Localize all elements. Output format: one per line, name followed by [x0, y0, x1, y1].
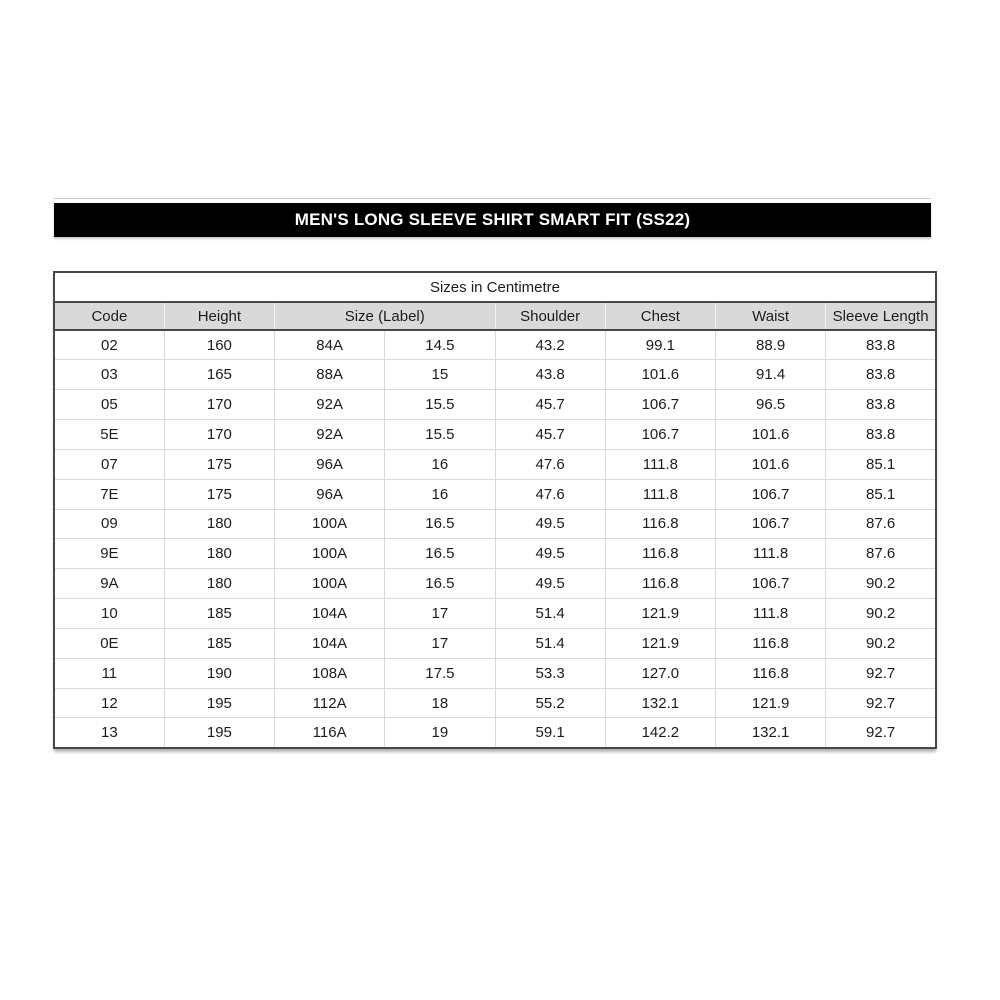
table-cell: 17: [385, 599, 495, 629]
table-cell: 195: [164, 688, 274, 718]
table-row: [54, 509, 936, 539]
table-cell: 170: [164, 390, 274, 420]
table-cell: 180: [164, 509, 274, 539]
table-cell: 104A: [275, 599, 385, 629]
table-row: [54, 360, 936, 390]
table-cell: 88.9: [716, 330, 826, 360]
table-cell: 106.7: [605, 420, 715, 450]
table-cell: 111.8: [716, 599, 826, 629]
table-cell: 17.5: [385, 658, 495, 688]
col-header-height: Height: [164, 302, 274, 330]
table-cell: 83.8: [826, 390, 936, 420]
table-cell: 121.9: [605, 628, 715, 658]
table-cell: 02: [54, 330, 164, 360]
table-cell: 90.2: [826, 628, 936, 658]
table-cell: 106.7: [716, 509, 826, 539]
table-row: [54, 390, 936, 420]
table-cell: 96.5: [716, 390, 826, 420]
table-cell: 99.1: [605, 330, 715, 360]
table-cell: 127.0: [605, 658, 715, 688]
table-cell: 9E: [54, 539, 164, 569]
table-cell: 92A: [275, 390, 385, 420]
table-cell: 96A: [275, 449, 385, 479]
table-cell: 101.6: [605, 360, 715, 390]
table-cell: 100A: [275, 569, 385, 599]
table-cell: 43.2: [495, 330, 605, 360]
table-header-row: [54, 302, 936, 330]
table-cell: 7E: [54, 479, 164, 509]
table-cell: 132.1: [605, 688, 715, 718]
table-cell: 5E: [54, 420, 164, 450]
table-cell: 59.1: [495, 718, 605, 748]
table-cell: 90.2: [826, 599, 936, 629]
table-cell: 16: [385, 479, 495, 509]
table-cell: 83.8: [826, 420, 936, 450]
table-row: [54, 479, 936, 509]
col-header-waist: Waist: [716, 302, 826, 330]
table-cell: 13: [54, 718, 164, 748]
page-title: MEN'S LONG SLEEVE SHIRT SMART FIT (SS22): [294, 210, 691, 229]
table-cell: 185: [164, 599, 274, 629]
table-cell: 45.7: [495, 420, 605, 450]
table-row: [54, 688, 936, 718]
table-cell: 05: [54, 390, 164, 420]
table-cell: 96A: [275, 479, 385, 509]
table-cell: 90.2: [826, 569, 936, 599]
table-cell: 53.3: [495, 658, 605, 688]
table-cell: 0E: [54, 628, 164, 658]
table-cell: 17: [385, 628, 495, 658]
table-cell: 190: [164, 658, 274, 688]
table-cell: 09: [54, 509, 164, 539]
table-cell: 16.5: [385, 539, 495, 569]
table-cell: 121.9: [716, 688, 826, 718]
table-cell: 112A: [275, 688, 385, 718]
table-cell: 175: [164, 449, 274, 479]
table-cell: 121.9: [605, 599, 715, 629]
col-header-size-label: Size (Label): [275, 302, 496, 330]
table-cell: 87.6: [826, 539, 936, 569]
table-cell: 92.7: [826, 718, 936, 748]
table-cell: 101.6: [716, 449, 826, 479]
table-cell: 15.5: [385, 420, 495, 450]
table-cell: 19: [385, 718, 495, 748]
table-cell: 55.2: [495, 688, 605, 718]
table-cell: 11: [54, 658, 164, 688]
table-cell: 49.5: [495, 539, 605, 569]
table-cell: 92.7: [826, 688, 936, 718]
table-row: [54, 569, 936, 599]
table-cell: 106.7: [605, 390, 715, 420]
table-cell: 51.4: [495, 628, 605, 658]
table-caption-row: [54, 272, 936, 302]
table-row: [54, 449, 936, 479]
table-cell: 165: [164, 360, 274, 390]
table-cell: 16.5: [385, 569, 495, 599]
table-row: [54, 539, 936, 569]
table-cell: 51.4: [495, 599, 605, 629]
size-table-container: [53, 271, 937, 749]
table-cell: 9A: [54, 569, 164, 599]
table-cell: 132.1: [716, 718, 826, 748]
col-header-sleeve-length: Sleeve Length: [826, 302, 936, 330]
table-cell: 104A: [275, 628, 385, 658]
table-cell: 111.8: [716, 539, 826, 569]
table-cell: 116.8: [716, 628, 826, 658]
table-cell: 175: [164, 479, 274, 509]
table-cell: 16: [385, 449, 495, 479]
title-banner: [54, 203, 931, 237]
table-cell: 03: [54, 360, 164, 390]
table-cell: 180: [164, 539, 274, 569]
table-cell: 142.2: [605, 718, 715, 748]
table-cell: 47.6: [495, 449, 605, 479]
table-cell: 43.8: [495, 360, 605, 390]
table-cell: 45.7: [495, 390, 605, 420]
table-cell: 111.8: [605, 479, 715, 509]
table-cell: 101.6: [716, 420, 826, 450]
size-table-body: [54, 330, 936, 748]
table-cell: 18: [385, 688, 495, 718]
table-cell: 116.8: [605, 509, 715, 539]
table-cell: 47.6: [495, 479, 605, 509]
table-row: [54, 599, 936, 629]
table-cell: 84A: [275, 330, 385, 360]
table-cell: 106.7: [716, 569, 826, 599]
table-row: [54, 420, 936, 450]
table-row: [54, 628, 936, 658]
table-caption: Sizes in Centimetre: [54, 272, 936, 302]
col-header-shoulder: Shoulder: [495, 302, 605, 330]
table-cell: 108A: [275, 658, 385, 688]
table-cell: 07: [54, 449, 164, 479]
table-cell: 14.5: [385, 330, 495, 360]
table-cell: 100A: [275, 509, 385, 539]
table-row: [54, 658, 936, 688]
table-cell: 15: [385, 360, 495, 390]
table-cell: 116.8: [716, 658, 826, 688]
table-cell: 111.8: [605, 449, 715, 479]
table-cell: 180: [164, 569, 274, 599]
table-cell: 106.7: [716, 479, 826, 509]
table-cell: 16.5: [385, 509, 495, 539]
table-cell: 85.1: [826, 449, 936, 479]
table-cell: 185: [164, 628, 274, 658]
table-cell: 195: [164, 718, 274, 748]
col-header-chest: Chest: [605, 302, 715, 330]
table-cell: 83.8: [826, 360, 936, 390]
table-cell: 83.8: [826, 330, 936, 360]
table-row: [54, 330, 936, 360]
size-table: [53, 271, 937, 749]
table-cell: 91.4: [716, 360, 826, 390]
table-cell: 12: [54, 688, 164, 718]
table-cell: 116A: [275, 718, 385, 748]
col-header-code: Code: [54, 302, 164, 330]
table-cell: 160: [164, 330, 274, 360]
table-cell: 92A: [275, 420, 385, 450]
table-cell: 88A: [275, 360, 385, 390]
table-cell: 85.1: [826, 479, 936, 509]
table-cell: 15.5: [385, 390, 495, 420]
table-cell: 116.8: [605, 539, 715, 569]
table-cell: 170: [164, 420, 274, 450]
table-cell: 100A: [275, 539, 385, 569]
table-cell: 116.8: [605, 569, 715, 599]
table-row: [54, 718, 936, 748]
table-cell: 92.7: [826, 658, 936, 688]
table-cell: 87.6: [826, 509, 936, 539]
top-divider: [54, 198, 931, 199]
table-cell: 49.5: [495, 569, 605, 599]
table-cell: 10: [54, 599, 164, 629]
table-cell: 49.5: [495, 509, 605, 539]
